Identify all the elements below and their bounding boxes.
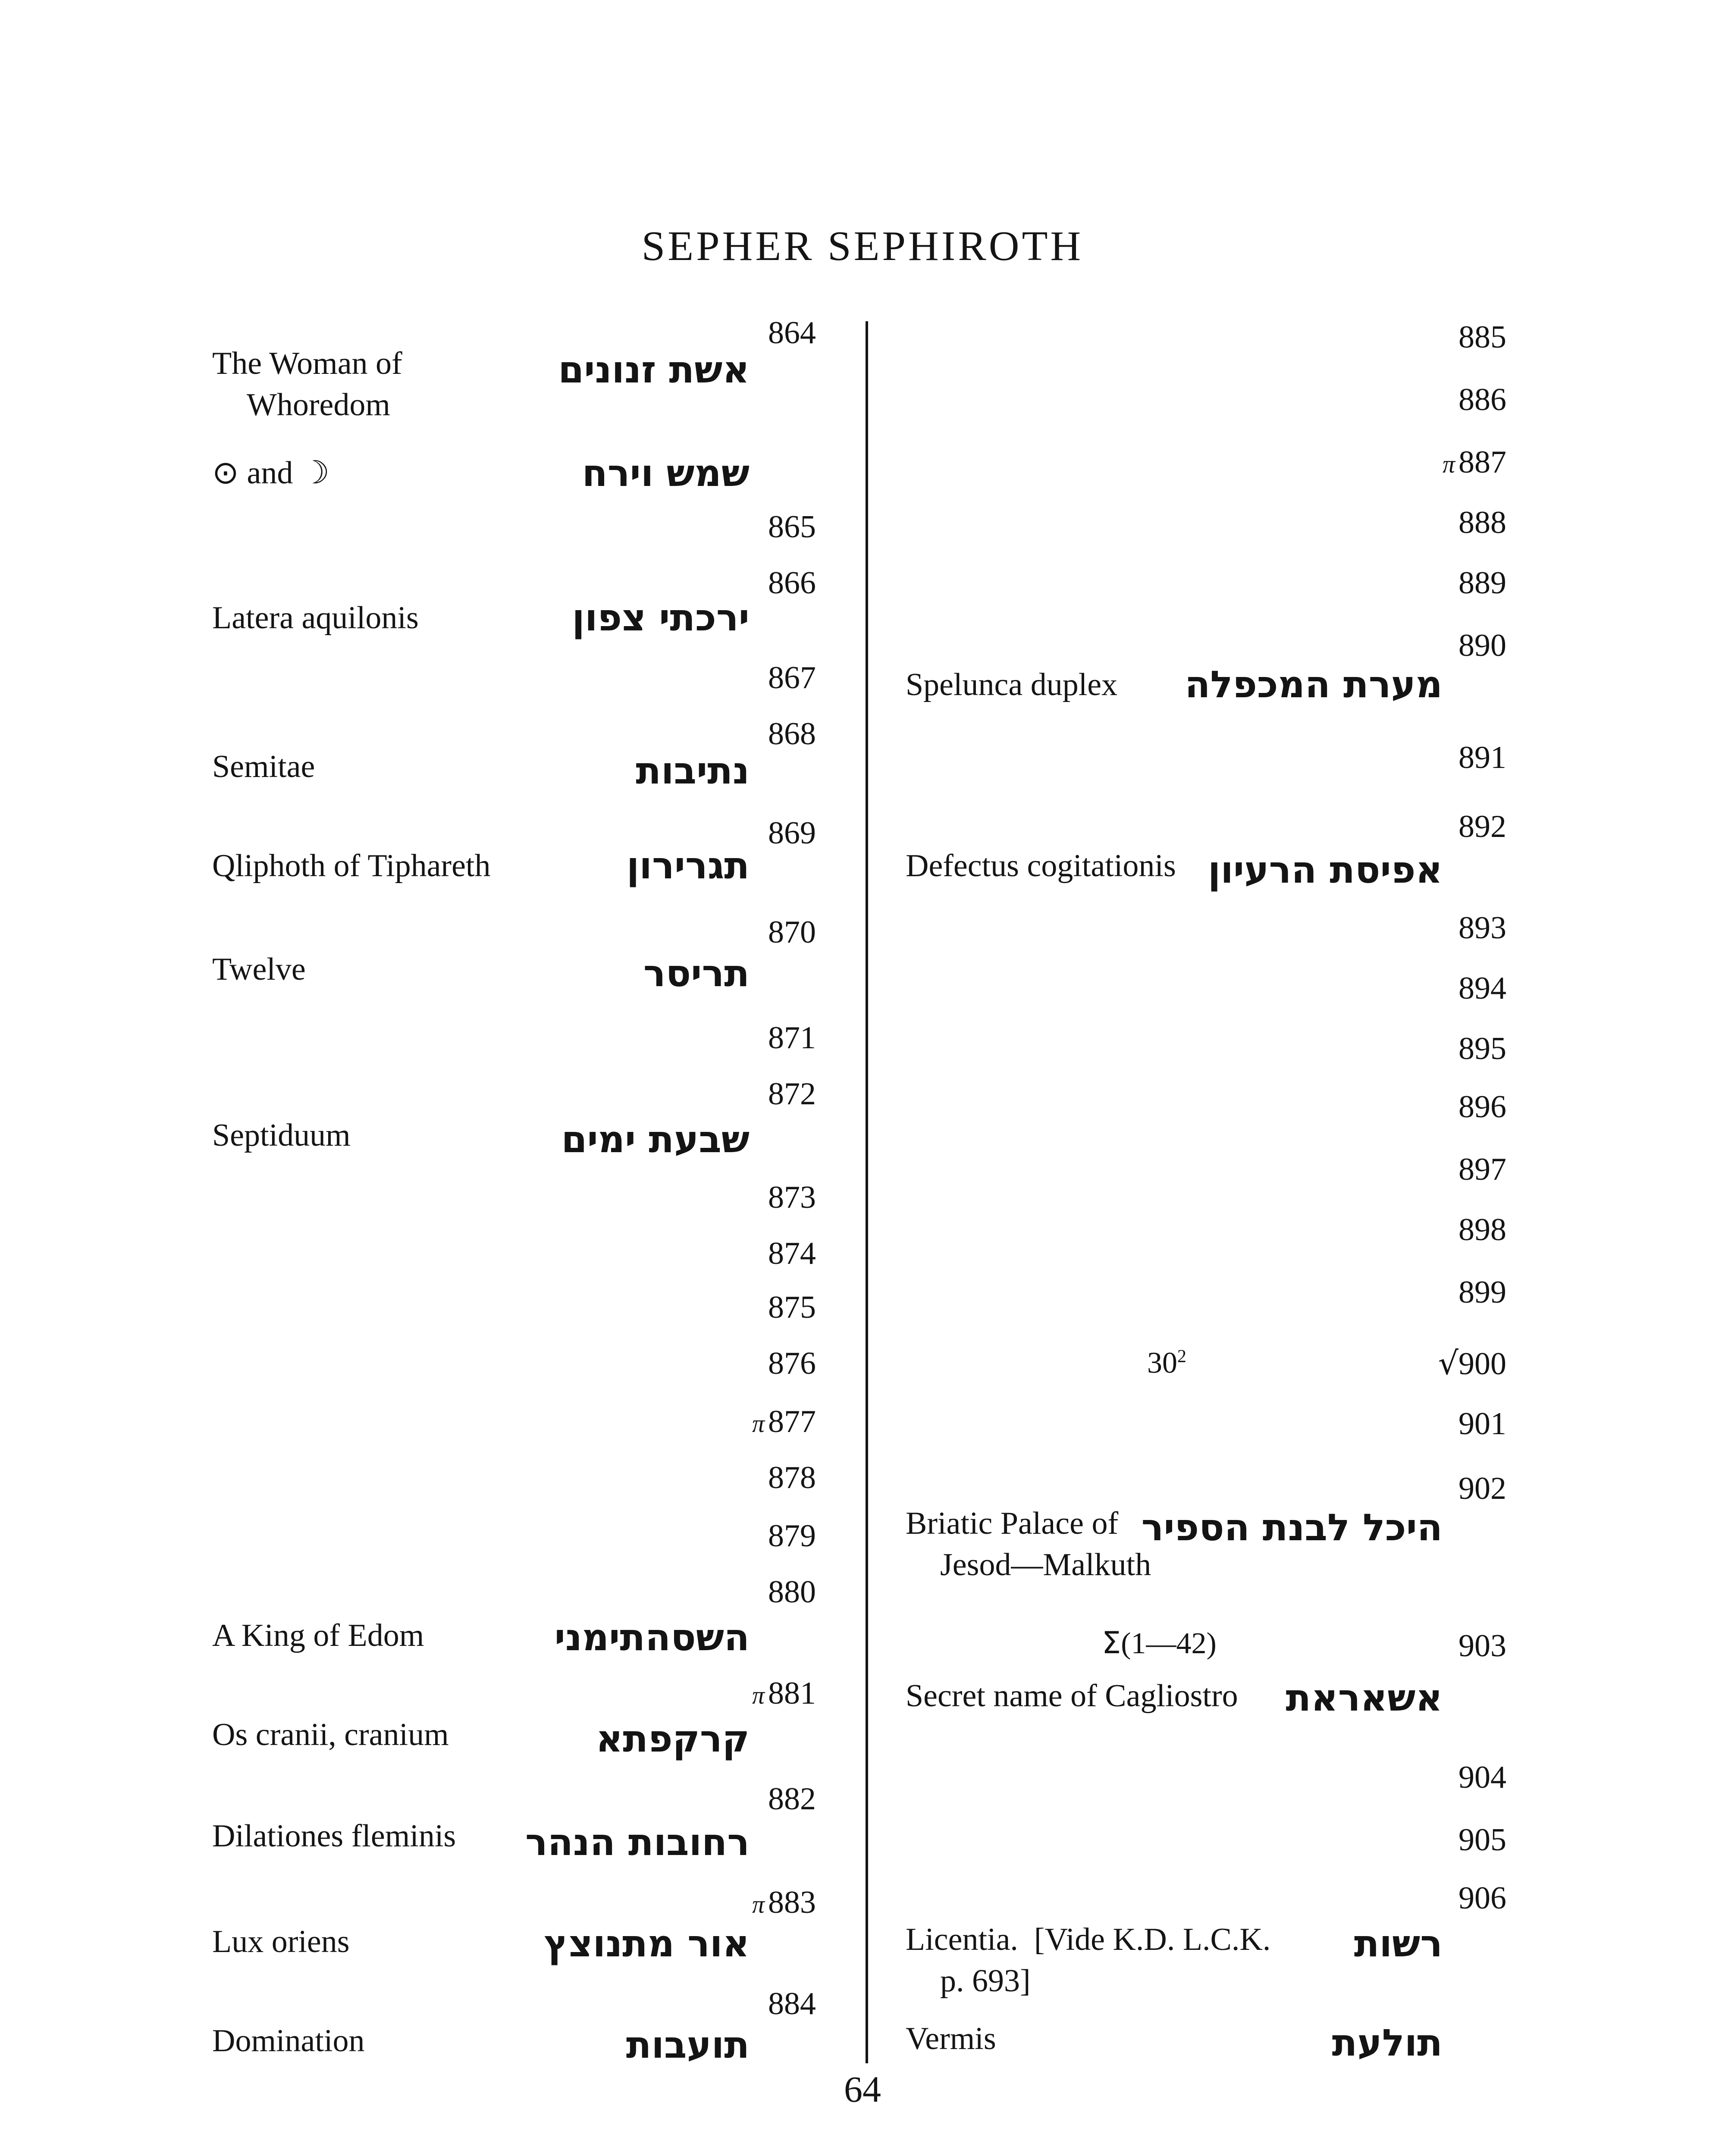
number-876: 876: [768, 1346, 816, 1381]
entry-hebrew: אשת זנונים: [558, 348, 750, 392]
page-number: 64: [844, 2068, 881, 2110]
pi-icon: π: [752, 1681, 765, 1709]
number-896: 896: [1458, 1089, 1506, 1125]
number-872: 872: [768, 1076, 816, 1112]
number-902: 902: [1458, 1471, 1506, 1506]
pi-icon: π: [752, 1890, 765, 1918]
entry-hebrew: ירכתי צפון: [572, 596, 750, 639]
number-899: 899: [1458, 1275, 1506, 1310]
number-891: 891: [1458, 740, 1506, 775]
number-867: 867: [768, 660, 816, 696]
number-871: 871: [768, 1020, 816, 1056]
entry-hebrew: אפיסת הרעיון: [1208, 849, 1443, 892]
square-root-icon: √: [1438, 1345, 1458, 1382]
number-889: 889: [1458, 565, 1506, 601]
number-865: 865: [768, 509, 816, 545]
entry-english: Briatic Palace of Jesod—Malkuth: [906, 1506, 1151, 1583]
number-875: 875: [768, 1290, 816, 1325]
number-903: 903: [1458, 1628, 1506, 1664]
entry-english: Os cranii, cranium: [212, 1717, 449, 1752]
number-905: 905: [1458, 1822, 1506, 1858]
number-881: π 881: [752, 1676, 816, 1711]
entry-english: Septiduum: [212, 1118, 351, 1153]
sum-note: Σ(1—42): [1102, 1625, 1217, 1661]
entry-hebrew: היכל לבנת הספיר: [1141, 1506, 1443, 1549]
column-divider: [866, 321, 868, 2063]
number-870: 870: [768, 915, 816, 950]
entry-hebrew: מערת המכפלה: [1185, 663, 1443, 706]
entry-english: Qliphoth of Tiphareth: [212, 848, 491, 884]
number-898: 898: [1458, 1212, 1506, 1247]
entry-english: Semitae: [212, 749, 315, 784]
entry-english: Dilationes fleminis: [212, 1818, 456, 1854]
entry-english: A King of Edom: [212, 1618, 424, 1653]
number-874: 874: [768, 1236, 816, 1271]
number-888: 888: [1458, 505, 1506, 540]
entry-hebrew: רחובות הנהר: [525, 1821, 750, 1864]
entry-hebrew: שבעת ימים: [561, 1118, 750, 1161]
number-868: 868: [768, 716, 816, 752]
number-893: 893: [1458, 910, 1506, 946]
number-887: π 887: [1442, 445, 1506, 480]
entry-hebrew: תריסר: [643, 952, 750, 995]
entry-hebrew: תועבות: [626, 2024, 750, 2067]
square-note: $30^2$: [1147, 1346, 1186, 1380]
number-879: 879: [768, 1518, 816, 1554]
entry-english: Twelve: [212, 952, 306, 987]
number-904: 904: [1458, 1760, 1506, 1795]
number-873: 873: [768, 1180, 816, 1215]
entry-english: Secret name of Cagliostro: [906, 1678, 1238, 1714]
sigma-icon: Σ: [1102, 1625, 1121, 1661]
entry-english: Vermis: [906, 2021, 996, 2056]
number-906: 906: [1458, 1880, 1506, 1916]
moon-icon: ☽: [301, 454, 330, 491]
number-878: 878: [768, 1460, 816, 1495]
entry-hebrew: תולעת: [1332, 2021, 1443, 2065]
entry-english: Latera aquilonis: [212, 600, 419, 636]
pi-icon: π: [752, 1410, 765, 1438]
entry-english: Lux oriens: [212, 1924, 350, 1959]
entry-hebrew: נתיבות: [636, 749, 750, 793]
page-title: SEPHER SEPHIROTH: [641, 223, 1084, 270]
number-864: 864: [768, 315, 816, 351]
entry-hebrew: השסהתימני: [554, 1616, 750, 1659]
number-892: 892: [1458, 809, 1506, 844]
number-886: 886: [1458, 382, 1506, 417]
number-882: 882: [768, 1781, 816, 1817]
entry-english: Spelunca duplex: [906, 667, 1118, 702]
number-884: 884: [768, 1986, 816, 2021]
number-894: 894: [1458, 971, 1506, 1006]
entry-hebrew: רשות: [1354, 1922, 1443, 1965]
number-880: 880: [768, 1574, 816, 1610]
entry-english: The Woman of Whoredom: [212, 346, 402, 423]
entry-hebrew: שמש וירח: [582, 452, 750, 495]
entry-hebrew: אשאראת: [1286, 1677, 1443, 1720]
number-901: 901: [1458, 1406, 1506, 1442]
entry-hebrew: תגרירון: [626, 844, 750, 887]
number-890: 890: [1458, 628, 1506, 663]
entry-english: Defectus cogitationis: [906, 848, 1176, 884]
sun-icon: ⊙: [212, 454, 239, 491]
number-883: π 883: [752, 1885, 816, 1920]
number-900: √900: [1438, 1345, 1506, 1382]
pi-icon: π: [1442, 450, 1455, 478]
number-877: π 877: [752, 1404, 816, 1439]
entry-english: Licentia. [Vide K.D. L.C.K. p. 693]: [906, 1922, 1271, 1999]
entry-hebrew: קרקפתא: [596, 1717, 750, 1761]
entry-english: Domination: [212, 2023, 365, 2059]
entry-english: ⊙ and ☽: [212, 454, 330, 491]
number-885: 885: [1458, 320, 1506, 355]
number-869: 869: [768, 815, 816, 851]
number-897: 897: [1458, 1152, 1506, 1187]
entry-hebrew: אור מתנוצץ: [544, 1922, 750, 1965]
number-866: 866: [768, 565, 816, 601]
number-895: 895: [1458, 1031, 1506, 1066]
